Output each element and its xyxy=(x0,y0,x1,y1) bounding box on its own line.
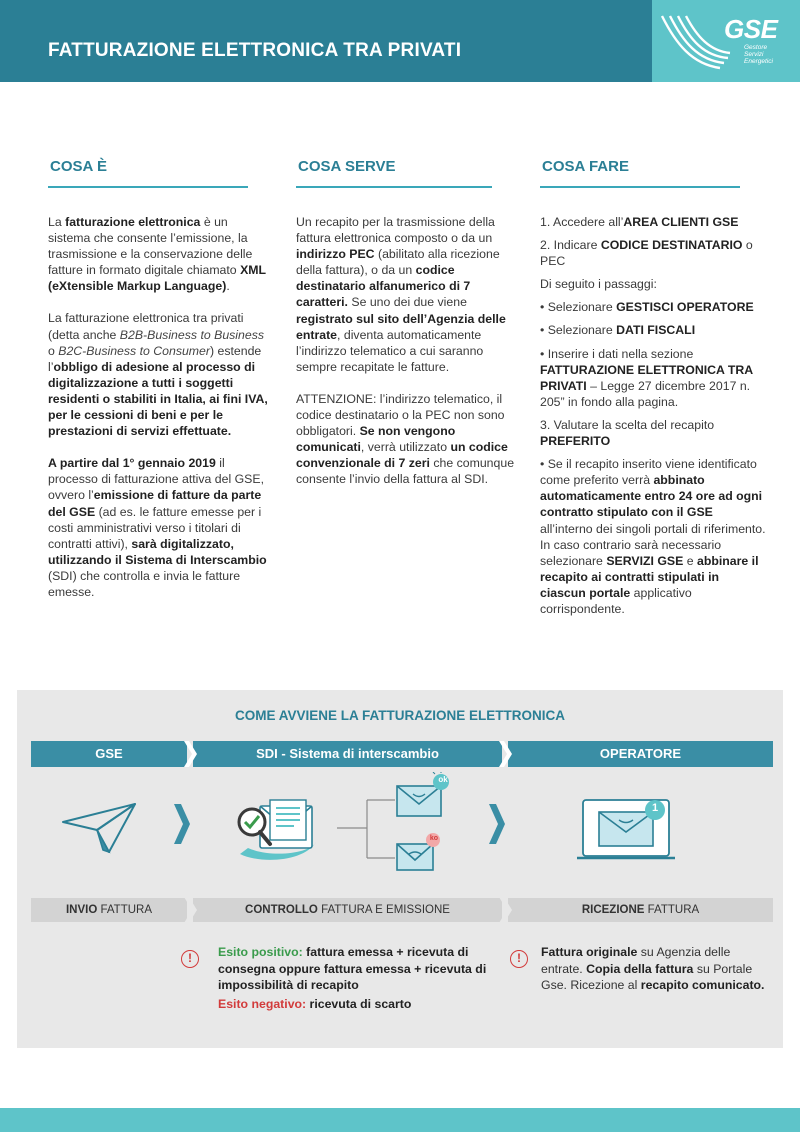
logo-subtitle: Gestore Servizi Energetici xyxy=(744,44,773,65)
chevron-right-icon xyxy=(499,897,513,923)
paragraph: ATTENZIONE: l’indirizzo telematico, il codice destinatario o la PEC non sono obbligatori. Se non vengono comunicati, verrà utilizzato un codice convenzionale di 7 zeri che comunque consente l’invio della fattura al SDI. xyxy=(296,391,515,487)
step-invio: INVIO FATTURA xyxy=(31,898,187,922)
envelopes-outcome-icon xyxy=(337,772,477,884)
stage-sdi: SDI - Sistema di interscambio xyxy=(193,741,502,767)
logo-text: GSE xyxy=(724,14,778,44)
step-item: 2. Indicare CODICE DESTINATARIO o PEC xyxy=(540,238,753,269)
column-heading: COSA FARE xyxy=(540,158,740,188)
operatore-note: Fattura originale su Agenzia delle entrate. Copia della fattura su Portale Gse. Ricezione al recapito comunicato. xyxy=(541,945,765,993)
gse-logo xyxy=(652,0,800,82)
step-item: Di seguito i passaggi: xyxy=(540,277,657,292)
column-cosa-e xyxy=(48,158,270,616)
column-body xyxy=(48,214,270,600)
paragraph: A partire dal 1° gennaio 2019 il processo di fatturazione attiva del GSE, ovvero l’emissione di fatture da parte del GSE (ad es. le fatture emesse per i costi amministrativi verso i titolari di contratti attivi), sarà digitalizzato, utilizzando il Sistema di Interscambio (SDI) che controlla e invia le fatture emesse. xyxy=(48,456,267,599)
step-controllo: CONTROLLO FATTURA E EMISSIONE xyxy=(193,898,502,922)
step-item: • Selezionare GESTISCI OPERATORE xyxy=(540,300,754,315)
process-panel xyxy=(17,690,783,1048)
column-heading: COSA SERVE xyxy=(296,158,492,188)
stage-operatore: OPERATORE xyxy=(508,741,773,767)
negative-outcome: Esito negativo: ricevuta di scarto xyxy=(218,996,412,1011)
ok-badge: ok xyxy=(438,775,448,784)
step-item: • Inserire i dati nella sezione FATTURAZIONE ELETTRONICA TRA PRIVATI – Legge 27 dicembre 2017 n. 205” in fondo alla pagina. xyxy=(540,346,753,409)
page-header xyxy=(0,0,800,82)
warning-icon: ! xyxy=(510,950,528,968)
step-bar xyxy=(31,898,773,922)
paragraph: Un recapito per la trasmissione della fattura elettronica composto o da un indirizzo PEC (abilitato alla ricezione della fattura), o da un codice destinatario alfanumerico di 7 caratteri. Se uno dei due viene registrato sul sito dell’Agenzia delle entrate, diventa automaticamente l’indirizzo telematico a cui saranno sempre recapitate le fatture. xyxy=(296,215,506,374)
paragraph: La fatturazione elettronica è un sistema che consente l’emissione, la trasmissione e la conservazione delle fatture in formato digitale chiamato XML (eXtensible Markup Language). xyxy=(48,215,266,294)
chevron-right-icon xyxy=(487,804,507,844)
sdi-outcome-note xyxy=(218,944,490,1012)
step-ricezione: RICEZIONE FATTURA xyxy=(508,898,773,922)
paragraph: La fatturazione elettronica tra privati (detta anche B2B-Business to Business o B2C-Business to Consumer) estende l’obbligo di adesione al processo di digitalizzazione a tutti i soggetti residenti o stabiliti in Italia, ai fini IVA, per le cessioni di beni e per le prestazioni di servizi effettuate. xyxy=(48,311,268,439)
column-heading: COSA È xyxy=(48,158,248,188)
chevron-right-icon xyxy=(184,897,198,923)
page-title: FATTURAZIONE ELETTRONICA TRA PRIVATI xyxy=(48,40,462,61)
column-cosa-serve xyxy=(296,158,518,504)
column-body xyxy=(296,214,518,488)
page-footer xyxy=(0,1108,800,1132)
paper-plane-icon xyxy=(61,800,137,856)
chevron-right-icon xyxy=(499,741,513,767)
process-title: COME AVVIENE LA FATTURAZIONE ELETTRONICA xyxy=(235,708,565,723)
step-item: • Selezionare DATI FISCALI xyxy=(540,323,696,338)
laptop-mail-icon xyxy=(577,790,687,864)
notification-count-badge: 1 xyxy=(651,802,659,814)
stage-bar xyxy=(31,741,773,767)
step-item: • Se il recapito inserito viene identificato come preferito verrà abbinato automaticamente entro 24 ore ad ogni contratto stipulato con il GSE all’interno dei singoli portali di riferimento. In caso contrario sarà necessario selezionare SERVIZI GSE e abbinare il recapito ai contratti stipulati in ciascun portale applicativo corrispondente. xyxy=(540,457,766,616)
warning-icon: ! xyxy=(181,950,199,968)
chevron-right-icon xyxy=(184,741,198,767)
stage-gse: GSE xyxy=(31,741,187,767)
column-body xyxy=(540,214,766,617)
positive-outcome: Esito positivo: fattura emessa + ricevuta di consegna oppure fattura emessa + ricevuta di impossibilità di recapito xyxy=(218,945,487,993)
step-item: 1. Accedere all’AREA CLIENTI GSE xyxy=(540,215,739,229)
column-cosa-fare xyxy=(540,158,766,624)
ko-badge: ko xyxy=(429,835,439,842)
chevron-right-icon xyxy=(172,804,192,844)
invoice-check-icon xyxy=(230,792,326,864)
step-item: 3. Valutare la scelta del recapito PREFERITO xyxy=(540,417,715,449)
